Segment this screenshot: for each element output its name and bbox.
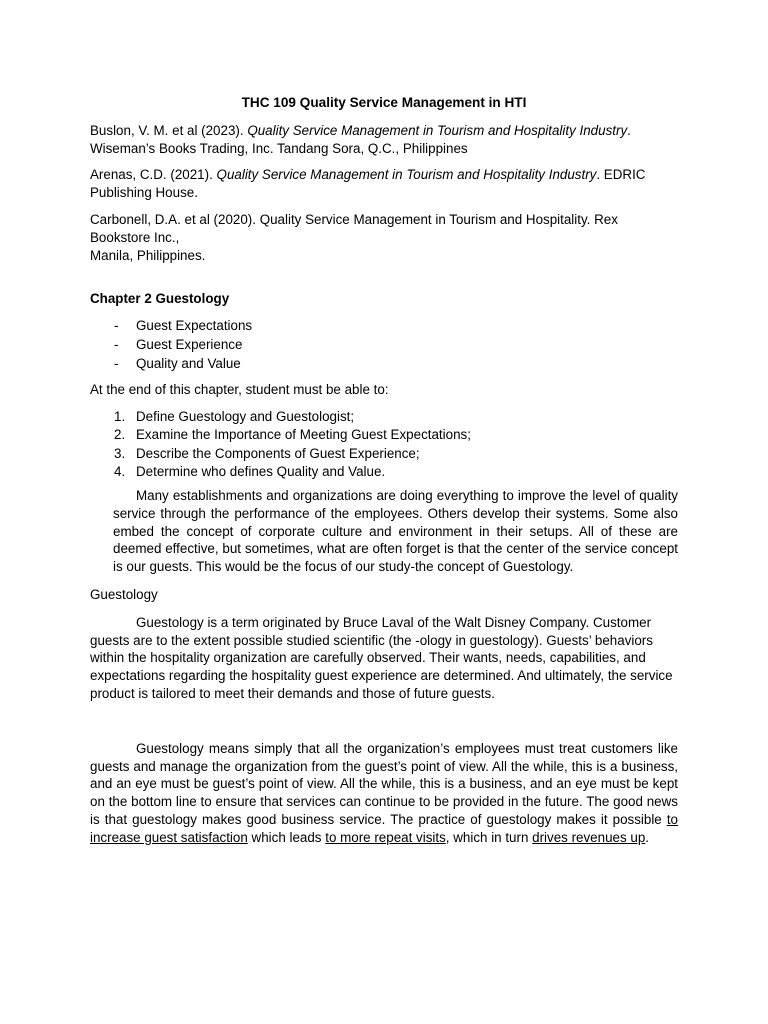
objectives-list — [90, 408, 678, 482]
objective-text: Define Guestology and Guestologist; — [136, 408, 355, 424]
reference-2-work: Quality Service Management in Tourism and Hospitality Industry — [216, 167, 597, 183]
list-item — [90, 317, 678, 336]
reference-3-line-1: Carbonell, D.A. et al (2020). Quality Service Management in Tourism and Hospitality. Rex Bookstore Inc., — [90, 211, 618, 245]
reference-3 — [90, 211, 678, 264]
chapter-heading: Chapter 2 Guestology — [90, 291, 230, 307]
list-number: 1. — [114, 408, 126, 424]
reference-2-publisher: . EDRIC Publishing House. — [90, 167, 646, 201]
objective-text: Describe the Components of Guest Experience; — [136, 445, 420, 461]
list-item — [90, 463, 678, 482]
objective-text: Determine who defines Quality and Value. — [136, 464, 386, 480]
list-item — [90, 408, 678, 427]
document-page — [90, 94, 678, 847]
intro-paragraph: Many establishments and organizations are doing everything to improve the level of quality service through the performance of the employees. Others develop their systems. Some also embed the concept of corporate culture and environment in their setups. All of these are deemed effective, but sometimes, what are often forget is that the center of the service concept is our guests. This would be the focus of our study-the concept of Guestology. — [113, 487, 678, 575]
dash-bullet: - — [114, 356, 119, 372]
reference-1-work: Quality Service Management in Tourism and Hospitality Industry — [247, 122, 628, 138]
dash-bullet: - — [114, 337, 119, 353]
final-paragraph-text: , which in turn — [445, 829, 533, 845]
list-item — [90, 355, 678, 374]
underlined-phrase-satisfaction: to increase guest satisfaction — [90, 811, 678, 845]
list-number: 4. — [114, 464, 126, 480]
list-item — [90, 445, 678, 464]
reference-2 — [90, 166, 678, 202]
objectives-intro: At the end of this chapter, student must be able to: — [90, 382, 389, 398]
topic-label: Guest Experience — [136, 337, 243, 353]
underlined-phrase-revenues: drives revenues up — [532, 829, 646, 845]
document-title: THC 109 Quality Service Management in HTI — [241, 95, 527, 110]
final-paragraph-text: . — [645, 829, 650, 845]
paragraph-spacer — [90, 703, 678, 740]
list-number: 2. — [114, 427, 126, 443]
reference-1-publisher: . Wiseman’s Books Trading, Inc. Tandang Sora, Q.C., Philippines — [90, 122, 631, 156]
reference-1 — [90, 122, 678, 158]
list-item — [90, 336, 678, 355]
dash-bullet: - — [114, 318, 119, 334]
list-item — [90, 426, 678, 445]
final-paragraph — [90, 740, 678, 847]
section-heading: Guestology — [90, 586, 158, 602]
reference-2-authors: Arenas, C.D. (2021). — [90, 167, 217, 183]
final-paragraph-text: Guestology means simply that all the organization’s employees must treat customers like guests and manage the organization from the guest’s point of view. All the while, this is a business, and an eye must be guest’s point of view. All the while, this is a business, and an eye must be kept on the bottom line to ensure that services can continue to be provided in the future. The good news is that guestology makes good business service. The practice of guestology makes it possible — [90, 740, 678, 827]
reference-1-authors: Buslon, V. M. et al (2023). — [90, 122, 248, 138]
guestology-paragraph: Guestology is a term originated by Bruce Laval of the Walt Disney Company. Customer guests are to the extent possible studied scientific (the -ology in guestology). Guests’ behaviors within the hospitality organization are carefully observed. Their wants, needs, capabilities, and expectations regarding the hospitality guest experience are determined. And ultimately, the service product is tailored to meet their demands and those of future guests. — [90, 614, 673, 701]
objective-text: Examine the Importance of Meeting Guest Expectations; — [136, 427, 471, 443]
final-paragraph-text: which leads — [247, 829, 326, 845]
underlined-phrase-repeat-visits: to more repeat visits — [325, 829, 446, 845]
list-number: 3. — [114, 445, 126, 461]
topic-label: Guest Expectations — [136, 318, 253, 334]
topic-list — [90, 317, 678, 374]
topic-label: Quality and Value — [136, 356, 241, 372]
reference-3-line-2: Manila, Philippines. — [90, 247, 206, 263]
